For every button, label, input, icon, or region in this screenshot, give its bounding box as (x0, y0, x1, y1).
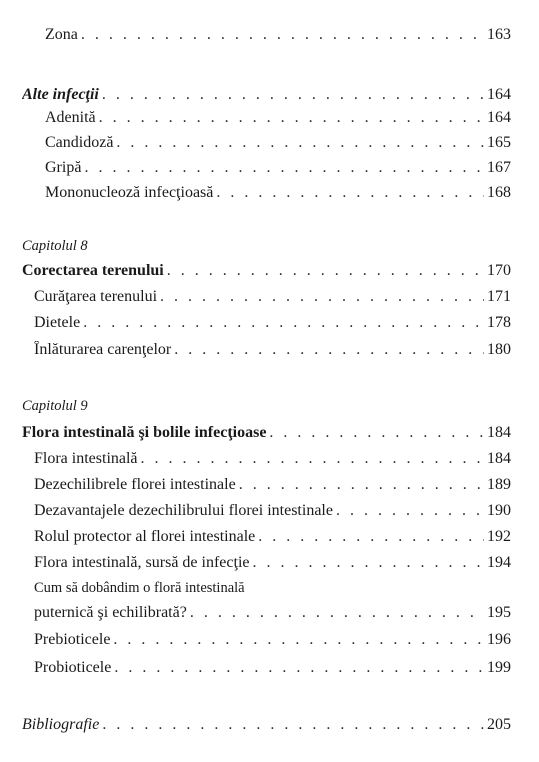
toc-entry-cum-line2 (34, 604, 511, 622)
toc-label: Dietele (34, 314, 81, 331)
dot-leader (336, 502, 484, 520)
toc-entry-candidoza (45, 134, 511, 152)
toc-page-number: 167 (487, 159, 511, 176)
toc-entry-probioticele (34, 659, 511, 677)
toc-label: Gripă (45, 159, 82, 176)
toc-label: Rolul protector al florei intestinale (34, 528, 256, 545)
toc-entry-prebioticele (34, 631, 511, 649)
toc-section-label: Corectarea terenului (22, 262, 164, 279)
toc-section-label: Alte infecţii (22, 86, 99, 103)
dot-leader (113, 631, 484, 649)
toc-entry-flora (34, 450, 511, 468)
toc-page-number: 164 (487, 86, 511, 103)
toc-page-number: 178 (487, 314, 511, 331)
toc-page-number: 199 (487, 659, 511, 676)
dot-leader (81, 26, 484, 44)
dot-leader (239, 476, 484, 494)
toc-entry-dezechilibrele (34, 476, 511, 494)
toc-entry-rolul (34, 528, 511, 546)
toc-entry-gripa (45, 159, 511, 177)
toc-entry-flora-boli (22, 424, 511, 442)
toc-entry-corectarea (22, 262, 511, 280)
toc-page-number: 194 (487, 554, 511, 571)
dot-leader (84, 159, 484, 177)
toc-label: Zona (45, 26, 78, 43)
dot-leader (258, 528, 484, 546)
dot-leader (216, 184, 484, 202)
toc-page-number: 184 (487, 424, 511, 441)
dot-leader (174, 341, 484, 359)
toc-entry-alte-infectii (22, 86, 511, 104)
toc-page-number: 184 (487, 450, 511, 467)
toc-label: Prebioticele (34, 631, 111, 648)
toc-page-number: 164 (487, 109, 511, 126)
toc-section-label: Flora intestinală şi bolile infecţioase (22, 424, 267, 441)
toc-label: Mononucleoză infecţioasă (45, 184, 214, 201)
toc-page-number: 170 (487, 262, 511, 279)
dot-leader (102, 716, 484, 734)
toc-page-number: 168 (487, 184, 511, 201)
dot-leader (190, 604, 484, 622)
toc-label: Flora intestinală (34, 450, 138, 467)
toc-entry-zona (45, 26, 511, 44)
toc-entry-sursa (34, 554, 511, 572)
chapter-heading-8: Capitolul 8 (22, 238, 88, 254)
toc-entry-dietele (34, 314, 511, 332)
toc-label: Probioticele (34, 659, 112, 676)
toc-entry-curatarea (34, 288, 511, 306)
toc-page-number: 195 (487, 604, 511, 621)
toc-label: Dezavantajele dezechilibrului florei intestinale (34, 502, 333, 519)
toc-entry-inlaturarea (34, 341, 511, 359)
toc-page-number: 171 (487, 288, 511, 305)
toc-label: Înlăturarea carenţelor (34, 341, 172, 358)
dot-leader (83, 314, 484, 332)
toc-entry-dezavantajele (34, 502, 511, 520)
toc-label: Flora intestinală, sursă de infecţie (34, 554, 250, 571)
dot-leader (99, 109, 484, 127)
toc-label: Candidoză (45, 134, 114, 151)
toc-entry-adenita (45, 109, 511, 127)
chapter-heading-9: Capitolul 9 (22, 398, 88, 414)
toc-page-number: 165 (487, 134, 511, 151)
toc-section-label: Bibliografie (22, 716, 100, 733)
toc-label: Curăţarea terenului (34, 288, 158, 305)
toc-entry-bibliografie (22, 716, 511, 734)
toc-label: Adenită (45, 109, 96, 126)
toc-page-number: 180 (487, 341, 511, 358)
dot-leader (116, 134, 484, 152)
toc-label: Dezechilibrele florei intestinale (34, 476, 236, 493)
toc-page-number: 163 (487, 26, 511, 43)
toc-page-number: 196 (487, 631, 511, 648)
dot-leader (160, 288, 484, 306)
dot-leader (167, 262, 484, 280)
toc-page-number: 189 (487, 476, 511, 493)
toc-page-number: 205 (487, 716, 511, 733)
toc-entry-cum-line1: Cum să dobândim o floră intestinală (34, 580, 245, 596)
dot-leader (252, 554, 484, 572)
toc-entry-mononucleoza (45, 184, 511, 202)
dot-leader (102, 86, 484, 104)
dot-leader (141, 450, 484, 468)
toc-label: puternică şi echilibrată? (34, 604, 187, 621)
toc-page-number: 190 (487, 502, 511, 519)
dot-leader (269, 424, 484, 442)
toc-page-number: 192 (487, 528, 511, 545)
dot-leader (114, 659, 484, 677)
